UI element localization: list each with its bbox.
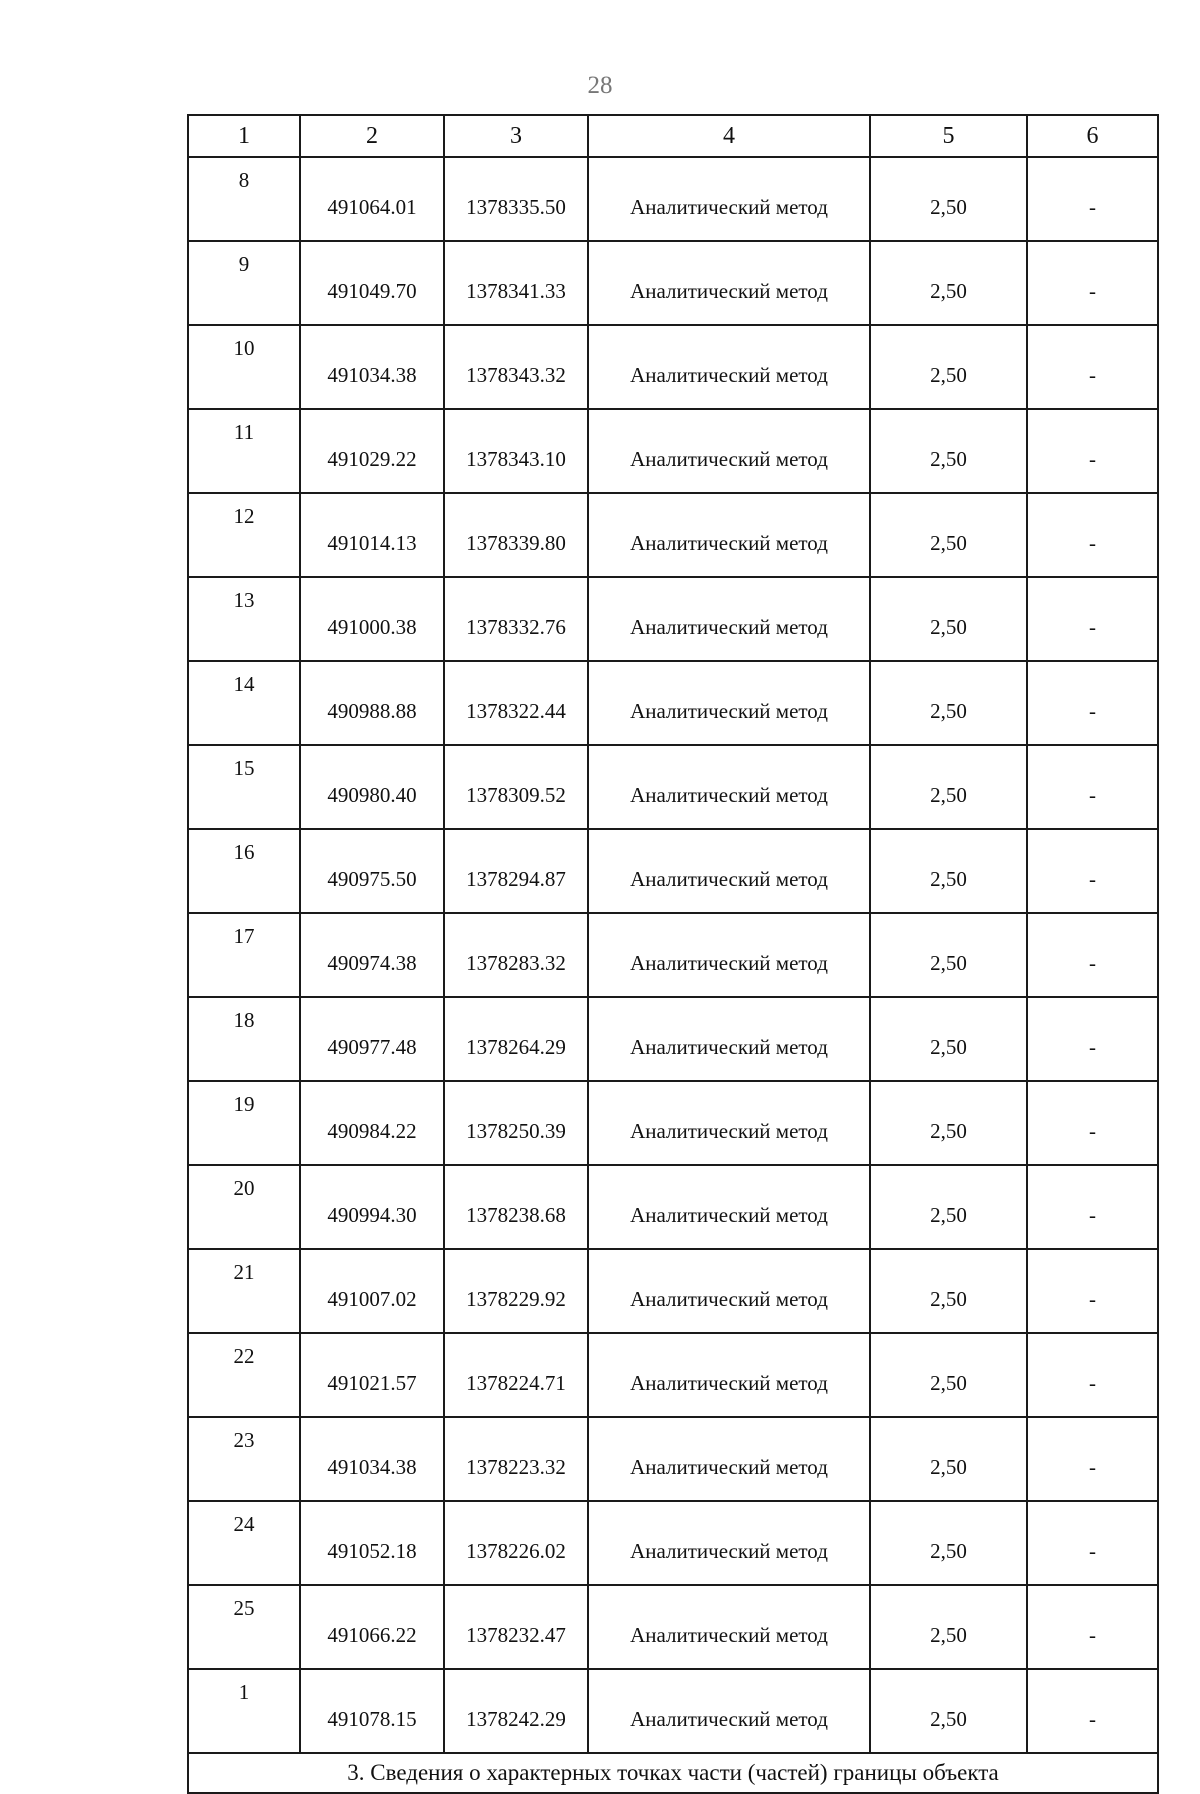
accuracy-cell: 2,50 bbox=[870, 577, 1027, 661]
description-cell: - bbox=[1027, 577, 1158, 661]
point-number-cell: 16 bbox=[188, 829, 300, 913]
description-cell: - bbox=[1027, 241, 1158, 325]
method-cell: Аналитический метод bbox=[588, 1333, 870, 1417]
y-coordinate-cell: 1378332.76 bbox=[444, 577, 588, 661]
table-row bbox=[188, 241, 1158, 325]
point-number-cell: 21 bbox=[188, 1249, 300, 1333]
description-cell: - bbox=[1027, 745, 1158, 829]
y-coordinate-cell: 1378226.02 bbox=[444, 1501, 588, 1585]
x-coordinate-cell: 490974.38 bbox=[300, 913, 444, 997]
point-number-cell: 19 bbox=[188, 1081, 300, 1165]
accuracy-cell: 2,50 bbox=[870, 913, 1027, 997]
x-coordinate-cell: 490988.88 bbox=[300, 661, 444, 745]
y-coordinate-cell: 1378232.47 bbox=[444, 1585, 588, 1669]
table-row bbox=[188, 913, 1158, 997]
description-cell: - bbox=[1027, 1501, 1158, 1585]
table-row bbox=[188, 1081, 1158, 1165]
x-coordinate-cell: 491029.22 bbox=[300, 409, 444, 493]
y-coordinate-cell: 1378283.32 bbox=[444, 913, 588, 997]
header-cell-description: 6 bbox=[1027, 115, 1158, 157]
y-coordinate-cell: 1378224.71 bbox=[444, 1333, 588, 1417]
section-title: 3. Сведения о характерных точках части (частей) границы объекта bbox=[188, 1753, 1158, 1793]
description-cell: - bbox=[1027, 913, 1158, 997]
header-cell-accuracy: 5 bbox=[870, 115, 1027, 157]
header-cell-x: 2 bbox=[300, 115, 444, 157]
accuracy-cell: 2,50 bbox=[870, 1081, 1027, 1165]
table-row bbox=[188, 1501, 1158, 1585]
table-row bbox=[188, 1249, 1158, 1333]
table-row bbox=[188, 997, 1158, 1081]
table-row bbox=[188, 1585, 1158, 1669]
method-cell: Аналитический метод bbox=[588, 325, 870, 409]
description-cell: - bbox=[1027, 1669, 1158, 1753]
method-cell: Аналитический метод bbox=[588, 1081, 870, 1165]
y-coordinate-cell: 1378343.32 bbox=[444, 325, 588, 409]
method-cell: Аналитический метод bbox=[588, 157, 870, 241]
point-number-cell: 14 bbox=[188, 661, 300, 745]
table-body bbox=[188, 115, 1158, 1793]
method-cell: Аналитический метод bbox=[588, 493, 870, 577]
description-cell: - bbox=[1027, 409, 1158, 493]
x-coordinate-cell: 490984.22 bbox=[300, 1081, 444, 1165]
y-coordinate-cell: 1378294.87 bbox=[444, 829, 588, 913]
description-cell: - bbox=[1027, 157, 1158, 241]
point-number-cell: 9 bbox=[188, 241, 300, 325]
table-row bbox=[188, 661, 1158, 745]
header-cell-point: 1 bbox=[188, 115, 300, 157]
x-coordinate-cell: 490994.30 bbox=[300, 1165, 444, 1249]
point-number-cell: 10 bbox=[188, 325, 300, 409]
y-coordinate-cell: 1378242.29 bbox=[444, 1669, 588, 1753]
point-number-cell: 23 bbox=[188, 1417, 300, 1501]
description-cell: - bbox=[1027, 1165, 1158, 1249]
method-cell: Аналитический метод bbox=[588, 1249, 870, 1333]
method-cell: Аналитический метод bbox=[588, 1165, 870, 1249]
accuracy-cell: 2,50 bbox=[870, 829, 1027, 913]
point-number-cell: 1 bbox=[188, 1669, 300, 1753]
description-cell: - bbox=[1027, 493, 1158, 577]
coordinates-table bbox=[187, 114, 1159, 1794]
x-coordinate-cell: 490977.48 bbox=[300, 997, 444, 1081]
description-cell: - bbox=[1027, 661, 1158, 745]
table-row bbox=[188, 1165, 1158, 1249]
section-title-row bbox=[188, 1753, 1158, 1793]
y-coordinate-cell: 1378339.80 bbox=[444, 493, 588, 577]
x-coordinate-cell: 491064.01 bbox=[300, 157, 444, 241]
table-row bbox=[188, 577, 1158, 661]
x-coordinate-cell: 491066.22 bbox=[300, 1585, 444, 1669]
table-row bbox=[188, 409, 1158, 493]
point-number-cell: 8 bbox=[188, 157, 300, 241]
point-number-cell: 20 bbox=[188, 1165, 300, 1249]
description-cell: - bbox=[1027, 1333, 1158, 1417]
x-coordinate-cell: 490980.40 bbox=[300, 745, 444, 829]
table-row bbox=[188, 493, 1158, 577]
point-number-cell: 22 bbox=[188, 1333, 300, 1417]
page-number: 28 bbox=[587, 72, 613, 99]
method-cell: Аналитический метод bbox=[588, 1417, 870, 1501]
y-coordinate-cell: 1378229.92 bbox=[444, 1249, 588, 1333]
header-cell-method: 4 bbox=[588, 115, 870, 157]
method-cell: Аналитический метод bbox=[588, 241, 870, 325]
y-coordinate-cell: 1378335.50 bbox=[444, 157, 588, 241]
table-row bbox=[188, 1417, 1158, 1501]
x-coordinate-cell: 491000.38 bbox=[300, 577, 444, 661]
x-coordinate-cell: 491021.57 bbox=[300, 1333, 444, 1417]
accuracy-cell: 2,50 bbox=[870, 409, 1027, 493]
table-row bbox=[188, 1333, 1158, 1417]
x-coordinate-cell: 491078.15 bbox=[300, 1669, 444, 1753]
accuracy-cell: 2,50 bbox=[870, 1501, 1027, 1585]
y-coordinate-cell: 1378309.52 bbox=[444, 745, 588, 829]
method-cell: Аналитический метод bbox=[588, 913, 870, 997]
method-cell: Аналитический метод bbox=[588, 1669, 870, 1753]
y-coordinate-cell: 1378322.44 bbox=[444, 661, 588, 745]
accuracy-cell: 2,50 bbox=[870, 1585, 1027, 1669]
description-cell: - bbox=[1027, 1081, 1158, 1165]
accuracy-cell: 2,50 bbox=[870, 1669, 1027, 1753]
method-cell: Аналитический метод bbox=[588, 577, 870, 661]
table-row bbox=[188, 745, 1158, 829]
description-cell: - bbox=[1027, 1585, 1158, 1669]
point-number-cell: 25 bbox=[188, 1585, 300, 1669]
header-row bbox=[188, 115, 1158, 157]
point-number-cell: 24 bbox=[188, 1501, 300, 1585]
description-cell: - bbox=[1027, 325, 1158, 409]
point-number-cell: 13 bbox=[188, 577, 300, 661]
description-cell: - bbox=[1027, 997, 1158, 1081]
accuracy-cell: 2,50 bbox=[870, 1417, 1027, 1501]
table-row bbox=[188, 1669, 1158, 1753]
accuracy-cell: 2,50 bbox=[870, 745, 1027, 829]
description-cell: - bbox=[1027, 829, 1158, 913]
description-cell: - bbox=[1027, 1249, 1158, 1333]
y-coordinate-cell: 1378250.39 bbox=[444, 1081, 588, 1165]
x-coordinate-cell: 491007.02 bbox=[300, 1249, 444, 1333]
accuracy-cell: 2,50 bbox=[870, 1333, 1027, 1417]
accuracy-cell: 2,50 bbox=[870, 241, 1027, 325]
header-cell-y: 3 bbox=[444, 115, 588, 157]
accuracy-cell: 2,50 bbox=[870, 1249, 1027, 1333]
table-row bbox=[188, 325, 1158, 409]
method-cell: Аналитический метод bbox=[588, 1585, 870, 1669]
x-coordinate-cell: 491014.13 bbox=[300, 493, 444, 577]
accuracy-cell: 2,50 bbox=[870, 661, 1027, 745]
y-coordinate-cell: 1378264.29 bbox=[444, 997, 588, 1081]
method-cell: Аналитический метод bbox=[588, 409, 870, 493]
accuracy-cell: 2,50 bbox=[870, 325, 1027, 409]
point-number-cell: 15 bbox=[188, 745, 300, 829]
y-coordinate-cell: 1378223.32 bbox=[444, 1417, 588, 1501]
x-coordinate-cell: 491034.38 bbox=[300, 1417, 444, 1501]
point-number-cell: 17 bbox=[188, 913, 300, 997]
accuracy-cell: 2,50 bbox=[870, 997, 1027, 1081]
x-coordinate-cell: 491049.70 bbox=[300, 241, 444, 325]
method-cell: Аналитический метод bbox=[588, 661, 870, 745]
point-number-cell: 12 bbox=[188, 493, 300, 577]
table-row bbox=[188, 157, 1158, 241]
point-number-cell: 11 bbox=[188, 409, 300, 493]
method-cell: Аналитический метод bbox=[588, 997, 870, 1081]
point-number-cell: 18 bbox=[188, 997, 300, 1081]
accuracy-cell: 2,50 bbox=[870, 1165, 1027, 1249]
method-cell: Аналитический метод bbox=[588, 829, 870, 913]
x-coordinate-cell: 490975.50 bbox=[300, 829, 444, 913]
x-coordinate-cell: 491052.18 bbox=[300, 1501, 444, 1585]
accuracy-cell: 2,50 bbox=[870, 157, 1027, 241]
table-row bbox=[188, 829, 1158, 913]
y-coordinate-cell: 1378341.33 bbox=[444, 241, 588, 325]
method-cell: Аналитический метод bbox=[588, 1501, 870, 1585]
y-coordinate-cell: 1378343.10 bbox=[444, 409, 588, 493]
description-cell: - bbox=[1027, 1417, 1158, 1501]
method-cell: Аналитический метод bbox=[588, 745, 870, 829]
accuracy-cell: 2,50 bbox=[870, 493, 1027, 577]
x-coordinate-cell: 491034.38 bbox=[300, 325, 444, 409]
y-coordinate-cell: 1378238.68 bbox=[444, 1165, 588, 1249]
